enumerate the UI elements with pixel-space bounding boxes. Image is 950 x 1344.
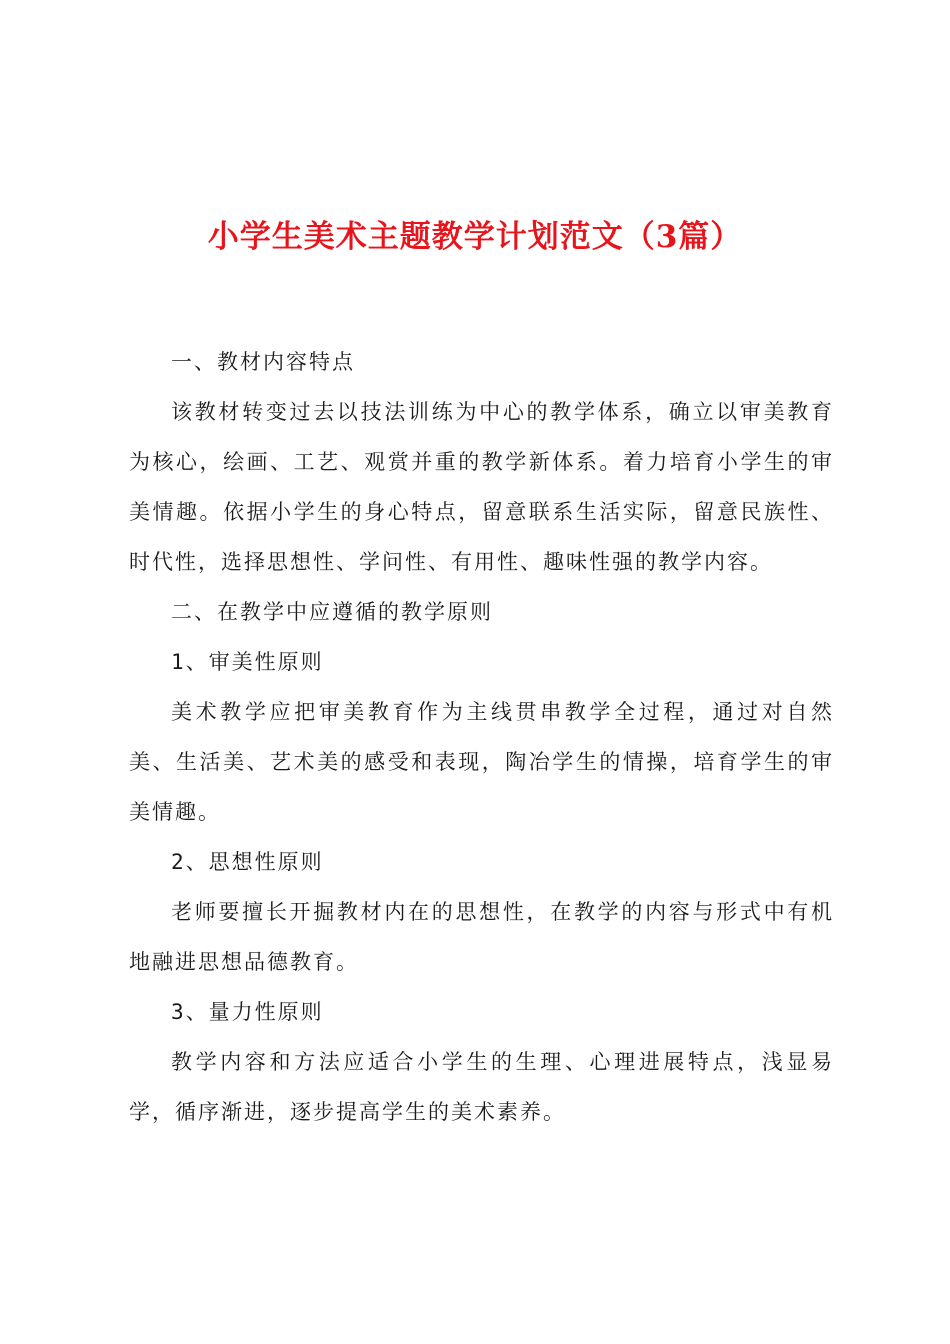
subheading-ideological-principle: 2、思想性原则 <box>171 850 324 874</box>
document-title: 小学生美术主题教学计划范文（3篇） <box>207 219 743 255</box>
subheading-aesthetic-principle: 1、审美性原则 <box>171 650 324 674</box>
section-heading-2: 二、在教学中应遵循的教学原则 <box>171 600 493 624</box>
paragraph-ideological-principle: 老师要擅长开掘教材内在的思想性，在教学的内容与形式中有机地融进思想品德教育。 <box>129 900 834 974</box>
paragraph-aesthetic-principle: 美术教学应把审美教育作为主线贯串教学全过程，通过对自然美、生活美、艺术美的感受和表现，陶冶学生的情操，培育学生的审美情趣。 <box>129 700 834 824</box>
paragraph-capacity-principle: 教学内容和方法应适合小学生的生理、心理进展特点，浅显易学，循序渐进，逐步提高学生的美术素养。 <box>129 1050 834 1124</box>
paragraph-textbook-features: 该教材转变过去以技法训练为中心的教学体系，确立以审美教育为核心，绘画、工艺、观赏并重的教学新体系。着力培育小学生的审美情趣。依据小学生的身心特点，留意联系生活实际，留意民族性、时代性，选择思想性、学问性、有用性、趣味性强的教学内容。 <box>129 400 834 574</box>
document-body <box>129 337 834 1137</box>
subheading-capacity-principle: 3、量力性原则 <box>171 1000 324 1024</box>
section-heading-1: 一、教材内容特点 <box>171 350 355 374</box>
